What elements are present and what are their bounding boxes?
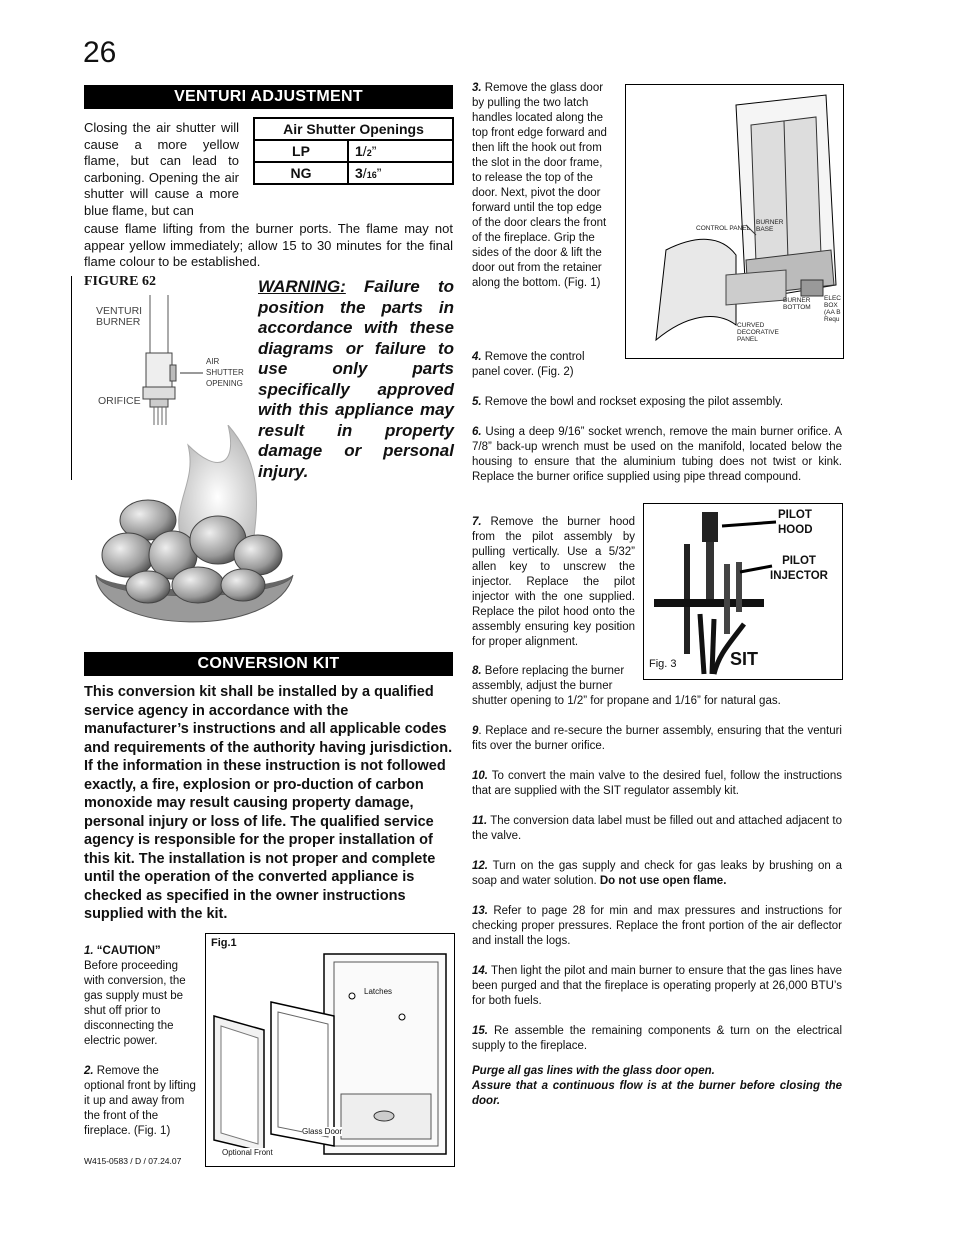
step-3 bbox=[472, 81, 610, 291]
step-text: Before replacing the burner assembly, adjust the burner bbox=[472, 665, 625, 692]
step-15 bbox=[472, 1024, 842, 1054]
orifice-label: ORIFICE bbox=[98, 395, 141, 407]
step-9 bbox=[472, 724, 842, 754]
venturi-continued: cause flame lifting from the burner ports. The flame may not appear yellow immediately; allow 15 to 30 minutes for the final flame colour to be established. bbox=[84, 221, 453, 269]
step-text: Re assemble the remaining components & turn on the electrical supply to the fireplace. bbox=[472, 1025, 842, 1052]
fig3-label: Fig. 3 bbox=[649, 658, 677, 670]
elec-box-label: ELEC BOX (AA B Requ bbox=[824, 295, 841, 323]
step-14 bbox=[472, 964, 842, 1009]
step-text: Using a deep 9/16” socket wrench, remove the main burner orifice. A 7/8” back-up wrench must be used on the manifold, located below the housing to ensure that the aluminium tubing does not twist or kink. Replace the burner orifice supplied using pipe thread compound. bbox=[472, 426, 842, 483]
step-number: 6. bbox=[472, 426, 482, 438]
opening-cell: 1/2” bbox=[348, 140, 453, 162]
glass-door-label: Glass Door bbox=[302, 1127, 343, 1136]
step-number: 11. bbox=[472, 815, 488, 827]
burner-base-label: BURNER BASE bbox=[756, 219, 784, 233]
step-text: Remove the control panel cover. (Fig. 2) bbox=[472, 351, 585, 378]
margin-rule bbox=[71, 276, 72, 480]
conversion-notice: This conversion kit shall be installed by a qualified service agency in accordance with the manufacturer’s instructions and all applicable codes and requirements of the authority having jurisdiction. If the information in these instruction is not followed exactly, a fire, explosion or pro-duction of carbon monoxide may result causing property damage, personal injury or loss of life. The qualified service agency is responsible for the proper installation of this kit. The installation is not proper and complete until the operation of the converted appliance is checked as specified in the owner instructions supplied with the kit. bbox=[84, 684, 453, 922]
step-4 bbox=[472, 350, 610, 380]
curved-panel-label: CURVED DECORATIVE PANEL bbox=[737, 322, 779, 343]
step-text: . Replace and re-secure the burner assembly, ensuring that the venturi fits over the burner orifice. bbox=[472, 725, 842, 752]
flow-note: Assure that a continuous flow is at the burner before closing the door. bbox=[472, 1080, 842, 1107]
venturi-heading: VENTURI ADJUSTMENT bbox=[84, 85, 453, 109]
control-panel-label: CONTROL PANEL bbox=[696, 225, 751, 232]
step-text: The conversion data label must be filled out and attached adjacent to the valve. bbox=[472, 815, 842, 842]
step-2 bbox=[84, 1064, 199, 1139]
step-number: 1. bbox=[84, 945, 94, 957]
step-number: 2. bbox=[84, 1065, 94, 1077]
step-number: 3. bbox=[472, 82, 482, 94]
step-text: Remove the burner hood from the pilot assembly by pulling vertically. Use a 5/32” allen key to unscrew the injector. Replace the pilot injector with the one supplied. Replace the pilot hood onto the assembly ensuring key position for proper alignment. bbox=[472, 516, 636, 648]
step-text: Before proceeding with conversion, the gas supply must be shut off prior to disconnecting the electric power. bbox=[84, 960, 186, 1047]
step-13 bbox=[472, 904, 842, 949]
figure-62-label: FIGURE 62 bbox=[84, 274, 156, 289]
step-5 bbox=[472, 395, 842, 410]
fig2-box bbox=[625, 84, 844, 359]
optional-front-label: Optional Front bbox=[222, 1148, 273, 1157]
step-number: 5. bbox=[472, 396, 482, 408]
air-shutter-table bbox=[253, 117, 454, 185]
step-8-continued: shutter opening to 1/2” for propane and 1/16” for natural gas. bbox=[472, 695, 781, 707]
bowl-rocks-illustration bbox=[88, 425, 308, 650]
step-10 bbox=[472, 769, 842, 799]
step-number: 9 bbox=[472, 725, 479, 737]
step-number: 7. bbox=[472, 516, 482, 528]
caution-label: “CAUTION” bbox=[96, 945, 161, 957]
gas-cell: NG bbox=[254, 162, 348, 184]
air-shutter-label: AIR SHUTTER OPENING bbox=[206, 357, 244, 388]
latches-label: Latches bbox=[364, 987, 393, 996]
step-text: Turn on the gas supply and check for gas leaks by brushing on a soap and water solution. bbox=[472, 860, 842, 887]
step-text: Remove the bowl and rockset exposing the pilot assembly. bbox=[484, 396, 784, 408]
step-text: To convert the main valve to the desired fuel, follow the instructions that are supplied with the SIT regulator assembly kit. bbox=[472, 770, 842, 797]
purge-note: Purge all gas lines with the glass door open. bbox=[472, 1065, 715, 1077]
pilot-hood-label: PILOT HOOD bbox=[778, 509, 813, 536]
step-number: 14. bbox=[472, 965, 488, 977]
step-11 bbox=[472, 814, 842, 844]
step-text: Remove the optional front by lifting it up and away from the front of the fireplace. (Fig. 1) bbox=[84, 1065, 196, 1137]
step-number: 15. bbox=[472, 1025, 488, 1037]
step-number: 4. bbox=[472, 351, 482, 363]
venturi-burner-label: VENTURI BURNER bbox=[96, 305, 143, 328]
burner-bottom-label: BURNER BOTTOM bbox=[783, 297, 811, 311]
step-number: 13. bbox=[472, 905, 488, 917]
table-header: Air Shutter Openings bbox=[254, 118, 453, 140]
step-number: 8. bbox=[472, 665, 482, 677]
warning-label: WARNING: bbox=[258, 277, 346, 296]
venturi-intro: Closing the air shutter will cause a more yellow flame, but can lead to carboning. Opening the air shutter will cause a more blue flame, but can bbox=[84, 120, 239, 218]
step-text: Refer to page 28 for min and max pressures and instructions for checking proper pressures. Replace the front portion of the air deflector and install the logs. bbox=[472, 905, 843, 947]
table-row bbox=[254, 140, 453, 162]
step-warning: Do not use open flame. bbox=[599, 875, 727, 887]
step-text: Remove the glass door by pulling the two latch handles located along the top front edge forward and then lift the hook out from the slot in the door frame, to release the top of the door. Next, pivot the door forward until the top edge of the door clears the front of the fireplace. Grip the sides of the door & lift the door out from the retainer along the bottom. (Fig. 1) bbox=[472, 82, 607, 289]
step-1 bbox=[84, 944, 199, 1049]
pilot-injector-label: PILOT INJECTOR bbox=[770, 555, 828, 582]
gas-cell: LP bbox=[254, 140, 348, 162]
warning-body: Failure to position the parts in accordance with these diagrams or failure to use only parts specifically approved with this appliance may result in property damage or personal injury. bbox=[258, 277, 454, 481]
step-7 bbox=[472, 515, 635, 650]
step-8 bbox=[472, 664, 642, 694]
fig1-label: Fig.1 bbox=[211, 937, 237, 949]
fig1-box bbox=[205, 933, 455, 1167]
fig3-box bbox=[643, 503, 843, 680]
step-number: 10. bbox=[472, 770, 488, 782]
sit-brand: SIT bbox=[730, 649, 759, 669]
step-6 bbox=[472, 425, 842, 485]
footer-code: W415-0583 / D / 07.24.07 bbox=[84, 1156, 182, 1166]
step-12 bbox=[472, 859, 842, 889]
step-number: 12. bbox=[472, 860, 488, 872]
table-row bbox=[254, 162, 453, 184]
fig2-drawing bbox=[626, 85, 843, 358]
step-text: Then light the pilot and main burner to ensure that the gas lines have been purged and that the fireplace is operating properly at 26,000 BTU’s for both fuels. bbox=[472, 965, 842, 1007]
page-number: 26 bbox=[83, 36, 117, 69]
opening-cell: 3/16” bbox=[348, 162, 453, 184]
conversion-heading: CONVERSION KIT bbox=[84, 652, 453, 676]
